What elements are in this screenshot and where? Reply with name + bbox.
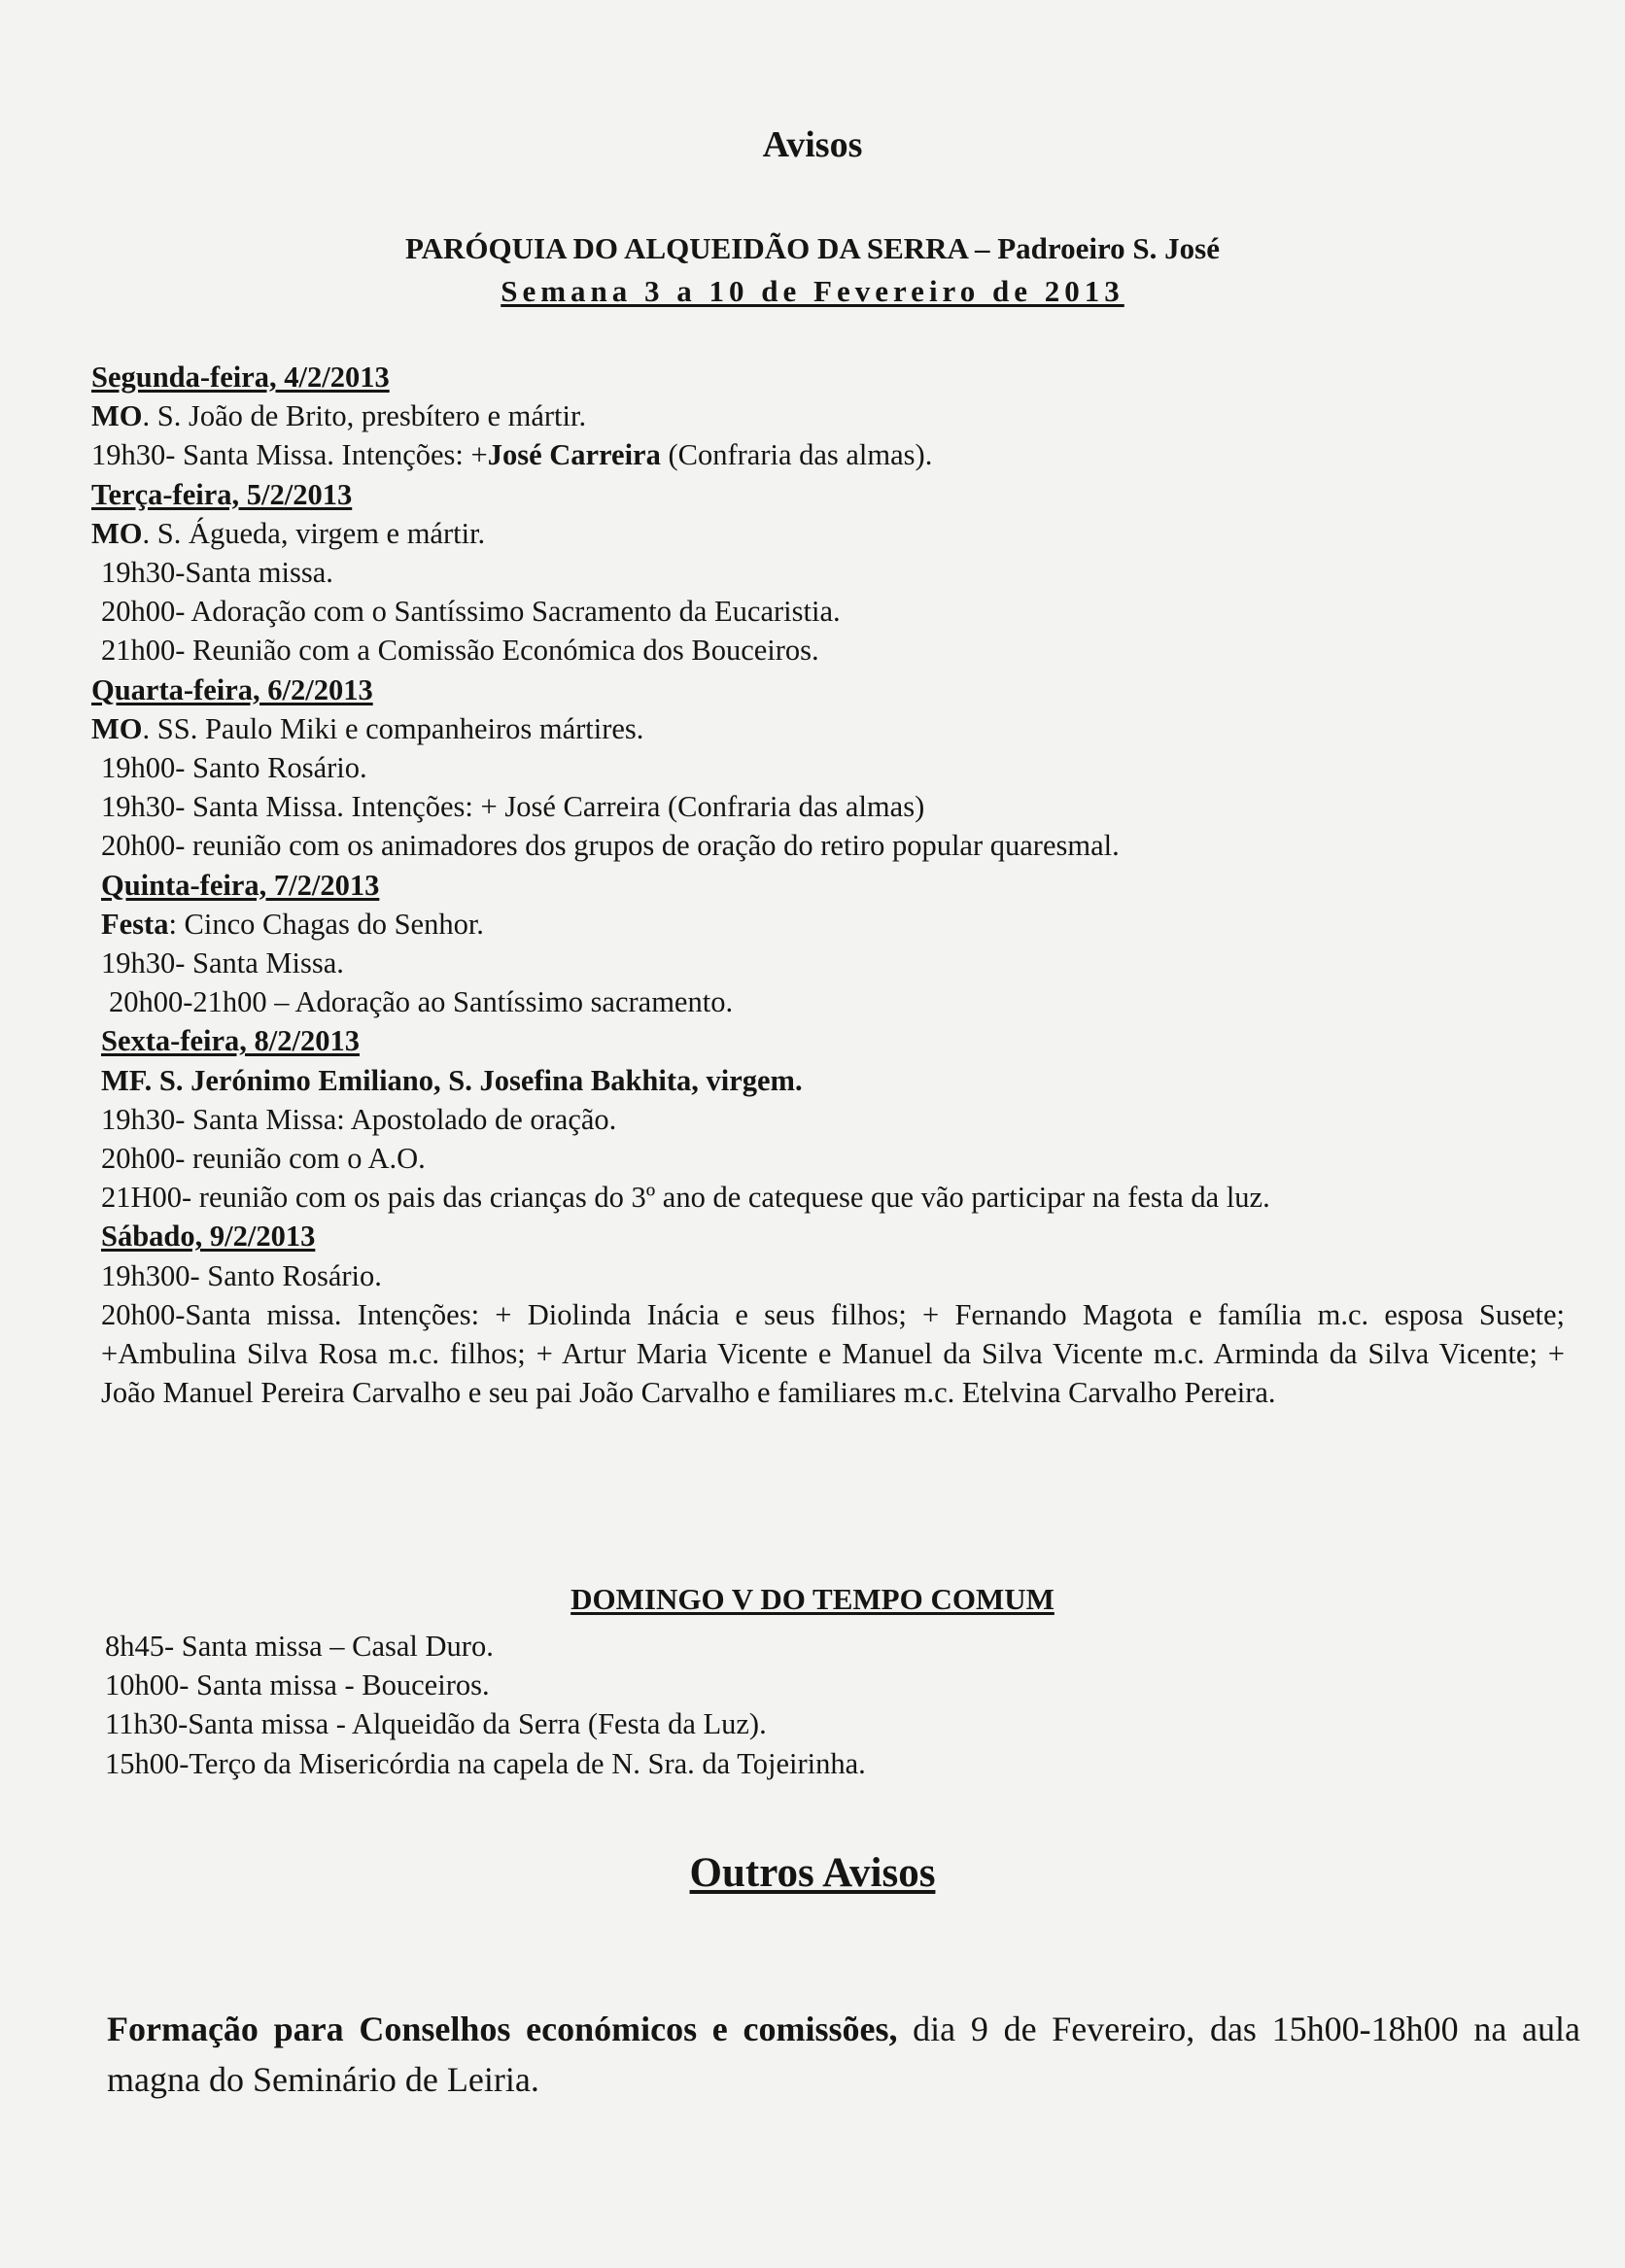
event-line	[91, 396, 1569, 435]
event-line: 19h30-Santa missa.	[101, 556, 333, 590]
sunday-line: 10h00- Santa missa - Bouceiros.	[105, 1668, 490, 1702]
liturgy-text: : Cinco Chagas do Senhor.	[168, 907, 484, 941]
formation-title: Formação para Conselhos económicos e comissões,	[107, 2010, 898, 2048]
day-heading-monday: Segunda-feira, 4/2/2013	[91, 361, 390, 394]
sunday-line: 11h30-Santa missa - Alqueidão da Serra (Festa da Luz).	[105, 1707, 767, 1741]
event-line	[91, 709, 1569, 748]
event-line: 20h00-21h00 – Adoração ao Santíssimo sacramento.	[109, 985, 734, 1019]
event-line: 20h00- reunião com o A.O.	[101, 1142, 426, 1176]
parish-line: PARÓQUIA DO ALQUEIDÃO DA SERRA – Padroeiro S. José	[405, 231, 1220, 265]
liturgy-code: MO	[91, 399, 143, 433]
event-line	[91, 905, 1569, 944]
event-line: 19h30- Santa Missa. Intenções: + José Carreira (Confraria das almas)	[101, 790, 925, 824]
event-text: 19h30- Santa Missa. Intenções: +	[91, 438, 488, 472]
event-line: 20h00- Adoração com o Santíssimo Sacramento da Eucaristia.	[101, 595, 841, 629]
sunday-line: 15h00-Terço da Misericórdia na capela de N. Sra. da Tojeirinha.	[105, 1746, 866, 1780]
day-heading-saturday: Sábado, 9/2/2013	[101, 1220, 316, 1254]
sunday-heading: DOMINGO V DO TEMPO COMUM	[570, 1582, 1055, 1616]
day-heading-thursday: Quinta-feira, 7/2/2013	[101, 868, 380, 902]
event-line: 20h00- reunião com os animadores dos grupos de oração do retiro popular quaresmal.	[101, 829, 1120, 863]
other-notices-heading: Outros Avisos	[689, 1850, 936, 1896]
other-notices-heading-wrapper	[0, 1849, 1625, 1897]
week-line-wrapper	[0, 274, 1625, 309]
sunday-line: 8h45- Santa missa – Casal Duro.	[105, 1630, 494, 1663]
day-heading-friday: Sexta-feira, 8/2/2013	[101, 1024, 360, 1058]
week-line: Semana 3 a 10 de Fevereiro de 2013	[501, 274, 1124, 308]
sunday-schedule	[105, 1627, 1563, 1783]
weekday-schedule	[91, 358, 1569, 1412]
liturgy-text: . S. João de Brito, presbítero e mártir.	[142, 399, 587, 433]
liturgy-code: MF. S. Jerónimo Emiliano, S. Josefina Bakhita, virgem.	[101, 1063, 803, 1097]
liturgy-text: . S. Águeda, virgem e mártir.	[142, 516, 486, 550]
event-line: 21H00- reunião com os pais das crianças do 3º ano de catequese que vão participar na festa da luz.	[101, 1181, 1270, 1215]
day-heading-wednesday: Quarta-feira, 6/2/2013	[91, 672, 373, 706]
liturgy-code: MO	[91, 711, 143, 745]
formation-details: dia 9 de Fevereiro, das 15h00-18h00 na aula magna do Seminário de Leiria.	[107, 2010, 1580, 2099]
day-heading-tuesday: Terça-feira, 5/2/2013	[91, 477, 353, 511]
event-line: 19h30- Santa Missa.	[101, 946, 344, 980]
event-text-after: (Confraria das almas).	[660, 438, 933, 472]
event-paragraph: 20h00-Santa missa. Intenções: + Diolinda Inácia e seus filhos; + Fernando Magota e família m.c. esposa Susete; +Ambulina Silva Rosa m.c. filhos; + Artur Maria Vicente e Manuel da Silva Vicente m.c. Arminda da Silva Vicente; + João Manuel Pereira Carvalho e seu pai João Carvalho e familiares m.c. Etelvina Carvalho Pereira.	[101, 1297, 1565, 1410]
page-title: Avisos	[762, 124, 863, 165]
liturgy-code: Festa	[101, 907, 169, 941]
event-line: 21h00- Reunião com a Comissão Económica dos Bouceiros.	[101, 634, 819, 668]
formation-notice	[107, 2004, 1580, 2105]
event-line	[91, 514, 1569, 553]
liturgy-code: MO	[91, 516, 143, 550]
event-line	[91, 1061, 1569, 1100]
event-line: 19h00- Santo Rosário.	[101, 751, 367, 785]
event-line	[91, 435, 1569, 474]
event-line: 19h300- Santo Rosário.	[101, 1258, 382, 1292]
sunday-heading-wrapper	[0, 1582, 1625, 1617]
liturgy-text: . SS. Paulo Miki e companheiros mártires.	[142, 711, 644, 745]
event-bold-name: José Carreira	[487, 438, 661, 472]
event-line: 19h30- Santa Missa: Apostolado de oração.	[101, 1102, 617, 1136]
